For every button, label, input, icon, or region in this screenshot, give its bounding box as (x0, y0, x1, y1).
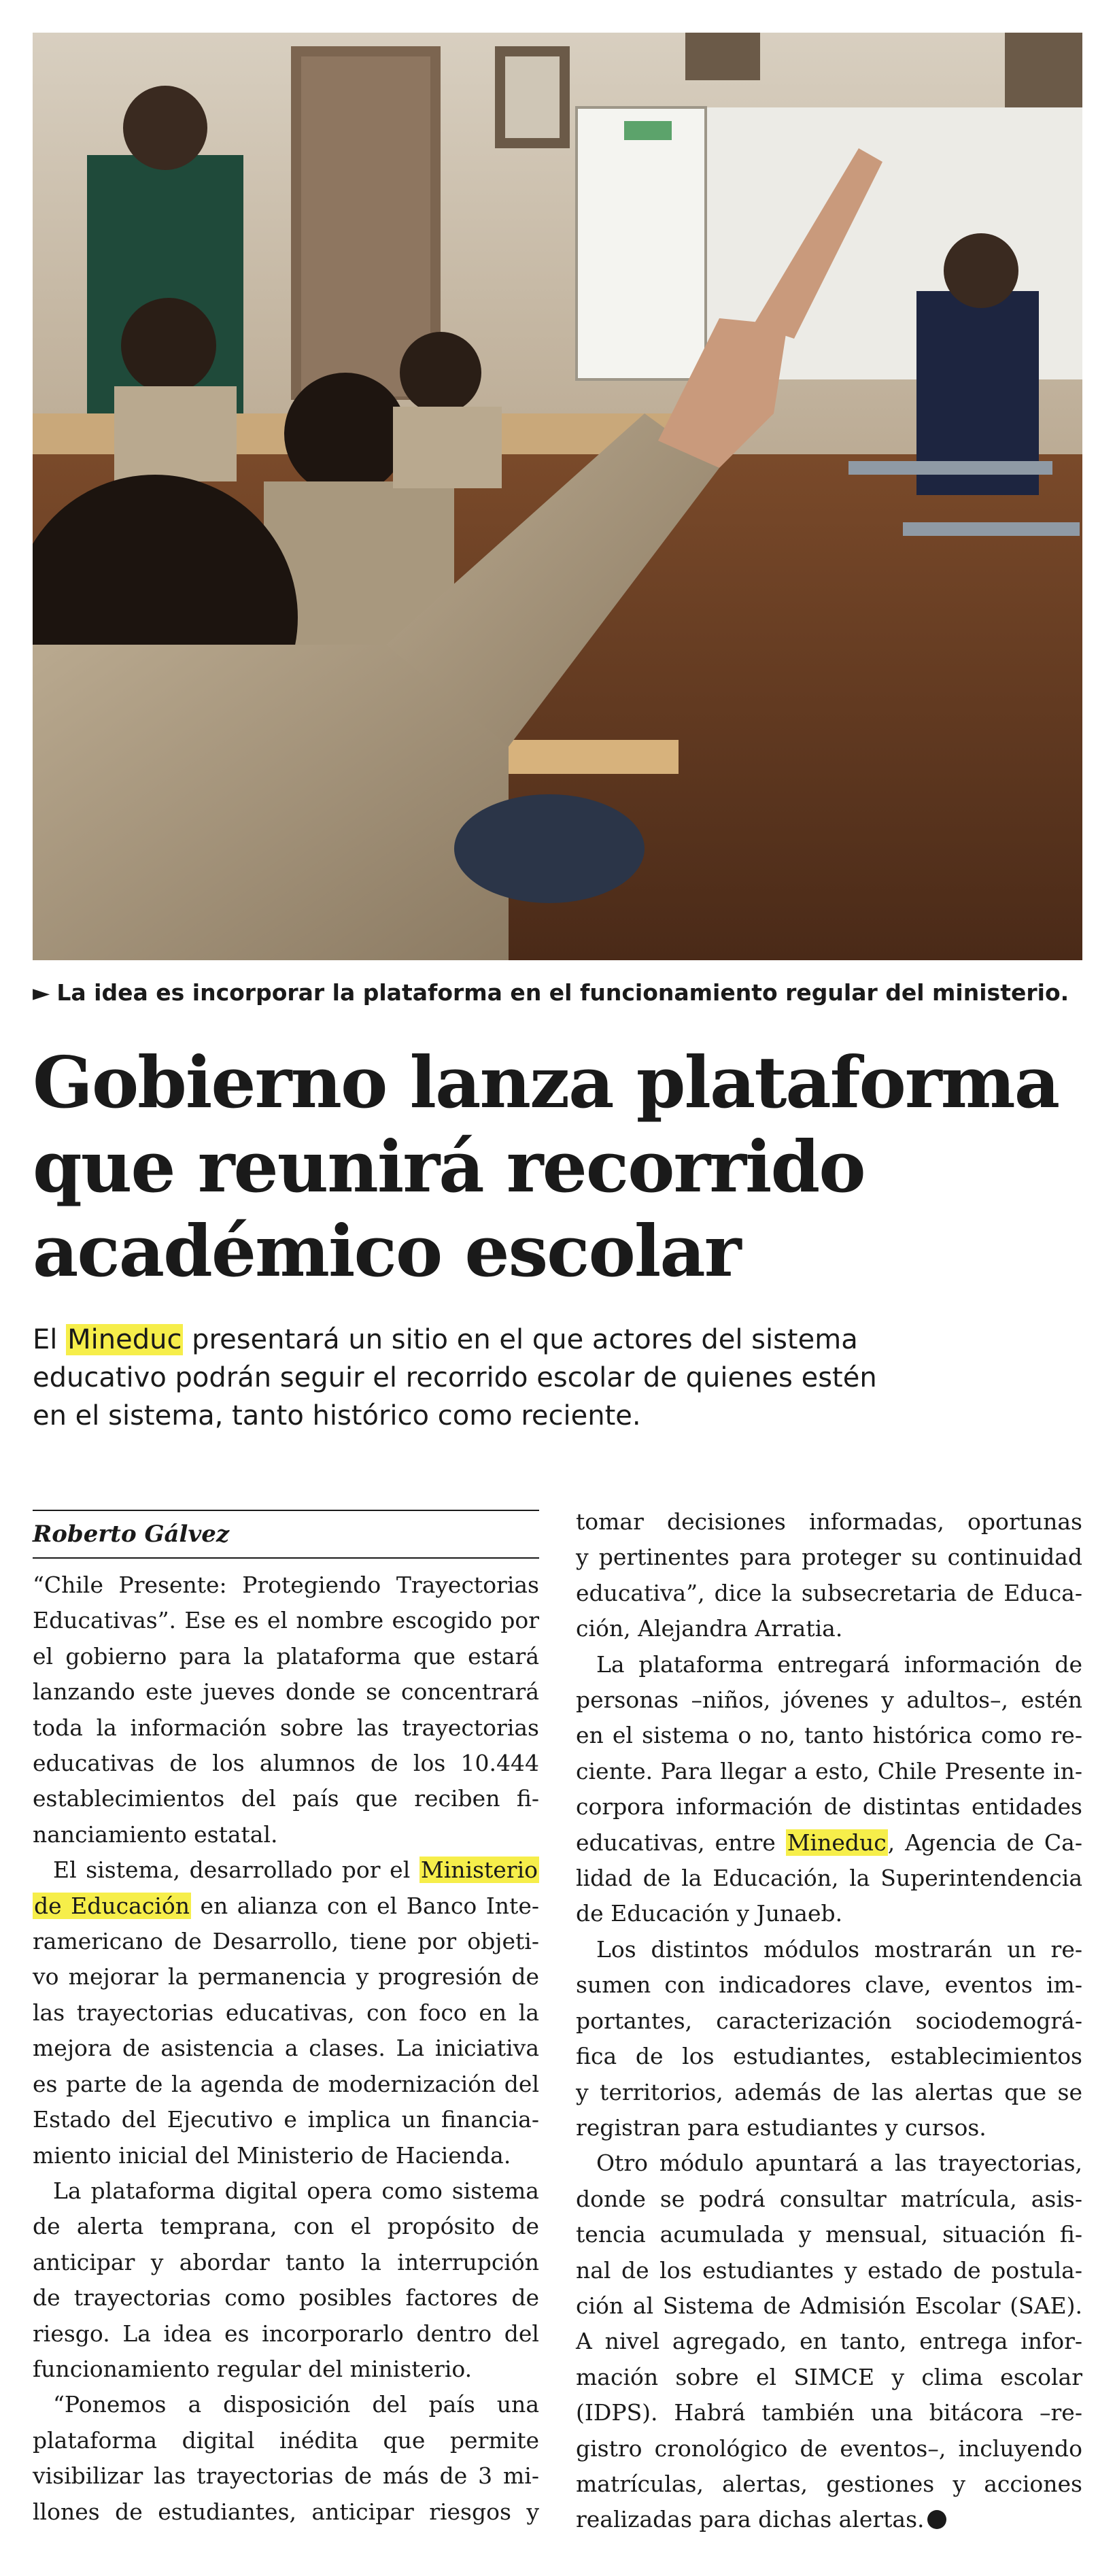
deck-text: presentará un sitio en el que actores del sistema (183, 1324, 858, 1355)
body-line: ción, Alejandra Arratia. (576, 1615, 843, 1642)
body-line: y territorios, además de las alertas que se (576, 2078, 1082, 2105)
deck-line-2: educativo podrán seguir el recorrido escolar de quienes estén (33, 1362, 877, 1393)
body-line: registran para estudiantes y cursos. (576, 2114, 987, 2141)
body-line (33, 1852, 539, 1888)
headline-line-3: académico escolar (33, 1209, 740, 1293)
right-column (576, 1504, 1082, 2538)
body-line: de alerta temprana, con el propósito de (33, 2213, 539, 2240)
photo-caption (33, 979, 1082, 1006)
body-line: lanzando este jueves donde se concentrará (33, 1678, 539, 1706)
body-text: El sistema, desarrollado por el (53, 1857, 419, 1884)
highlight-mineduc: Mineduc (67, 1324, 182, 1355)
body-text: realizadas para dichas alertas. (576, 2506, 925, 2533)
caption-marker: ► (33, 979, 50, 1006)
body-line: es parte de la agenda de modernización del (33, 2070, 539, 2097)
body-line: ciente. Para llegar a esto, Chile Presente in- (576, 1757, 1082, 1784)
body-line: nanciamiento estatal. (33, 1820, 278, 1848)
byline-rule-bottom (33, 1557, 539, 1559)
highlight-ministerio: Ministerio (420, 1857, 538, 1884)
body-line: visibilizar las trayectorias de más de 3 mi- (33, 2462, 539, 2490)
headline (33, 1040, 1082, 1293)
highlight-de-educacion: de Educación (34, 1892, 190, 1919)
body-line: educativas de los alumnos de los 10.444 (33, 1750, 539, 1777)
end-mark-icon (927, 2510, 946, 2529)
body-line: educativa”, dice la subsecretaria de Educa- (576, 1579, 1082, 1606)
body-line (576, 2502, 1082, 2537)
body-line: gistro cronológico de eventos–, incluyendo (576, 2435, 1082, 2462)
body-line: La plataforma digital opera como sistema (53, 2177, 539, 2204)
body-line: donde se podrá consultar matrícula, asis- (576, 2185, 1082, 2212)
body-line: corpora información de distintas entidades (576, 1793, 1082, 1820)
body-line: lidad de la Educación, la Superintendencia (576, 1865, 1082, 1892)
body-line: A nivel agregado, en tanto, entrega infor- (576, 2328, 1082, 2355)
headline-line-2: que reunirá recorrido (33, 1125, 865, 1208)
body-line: llones de estudiantes, anticipar riesgos y (33, 2498, 539, 2525)
body-line: portantes, caracterización sociodemográ- (576, 2007, 1082, 2034)
body-line: de trayectorias como posibles factores de (33, 2284, 539, 2311)
body-line: las trayectorias educativas, con foco en la (33, 1999, 539, 2026)
body-line: funcionamiento regular del ministerio. (33, 2355, 473, 2382)
deck-line-3: en el sistema, tanto histórico como reciente. (33, 1400, 641, 1431)
body-line: el gobierno para la plataforma que estará (33, 1642, 539, 1670)
deck-text: El (33, 1324, 67, 1355)
body-line: “Chile Presente: Protegiendo Trayectorias (33, 1572, 539, 1598)
body-text: educativas, entre (576, 1829, 786, 1856)
body-line: vo mejorar la permanencia y progresión de (33, 1963, 539, 1990)
body-line: (IDPS). Habrá también una bitácora –re- (576, 2399, 1082, 2426)
body-line: establecimientos del país que reciben fi- (33, 1785, 539, 1812)
left-column (33, 1567, 539, 2530)
article-photo (33, 33, 1082, 960)
body-line: sumen con indicadores clave, eventos im- (576, 1971, 1082, 1999)
body-line: tencia acumulada y mensual, situación fi- (576, 2221, 1082, 2248)
body-line: y pertinentes para proteger su continuidad (576, 1544, 1082, 1571)
body-line: ción al Sistema de Admisión Escolar (SAE). (576, 2292, 1082, 2319)
body-text: , Agencia de Ca- (887, 1829, 1082, 1856)
body-line: tomar decisiones informadas, oportunas (576, 1508, 1082, 1535)
body-text: en alianza con el Banco Inte- (190, 1892, 539, 1919)
body-line (576, 1825, 1082, 1861)
body-line: mación sobre el SIMCE y clima escolar (576, 2363, 1082, 2390)
body-line: toda la información sobre las trayectorias (33, 1714, 539, 1741)
body-line: riesgo. La idea es incorporarlo dentro del (33, 2320, 539, 2347)
body-line: de Educación y Junaeb. (576, 1900, 843, 1927)
article-deck (33, 1321, 1082, 1435)
body-line: Estado del Ejecutivo e implica un financia- (33, 2106, 539, 2133)
byline: Roberto Gálvez (33, 1521, 230, 1548)
body-line: mejora de asistencia a clases. La iniciativa (33, 2035, 539, 2062)
body-line: nal de los estudiantes y estado de postula- (576, 2256, 1082, 2284)
body-line: Otro módulo apuntará a las trayectorias, (596, 2150, 1082, 2177)
caption-text: La idea es incorporar la plataforma en el funcionamiento regular del ministerio. (56, 979, 1069, 1006)
deck-line-1 (33, 1321, 1082, 1359)
body-line: Educativas”. Ese es el nombre escogido por (33, 1607, 539, 1634)
body-line: anticipar y abordar tanto la interrupción (33, 2248, 539, 2275)
body-line: fica de los estudiantes, establecimientos (576, 2043, 1082, 2070)
classroom-photo-icon (33, 33, 1082, 960)
body-line: matrículas, alertas, gestiones y acciones (576, 2470, 1082, 2497)
body-line: plataforma digital inédita que permite (33, 2426, 539, 2454)
body-line: en el sistema o no, tanto histórica como re- (576, 1722, 1082, 1749)
body-line: La plataforma entregará información de (596, 1650, 1082, 1678)
byline-rule-top (33, 1510, 539, 1511)
headline-line-1: Gobierno lanza plataforma (33, 1040, 1059, 1124)
body-line: “Ponemos a disposición del país una (53, 2391, 539, 2418)
body-line: ramericano de Desarrollo, tiene por objeti- (33, 1928, 539, 1955)
body-line: personas –niños, jóvenes y adultos–, estén (576, 1687, 1082, 1714)
body-line: miento inicial del Ministerio de Hacienda. (33, 2141, 511, 2169)
body-line (33, 1888, 539, 1924)
body-line: Los distintos módulos mostrarán un re- (596, 1935, 1082, 1963)
highlight-mineduc-body: Mineduc (787, 1829, 887, 1856)
